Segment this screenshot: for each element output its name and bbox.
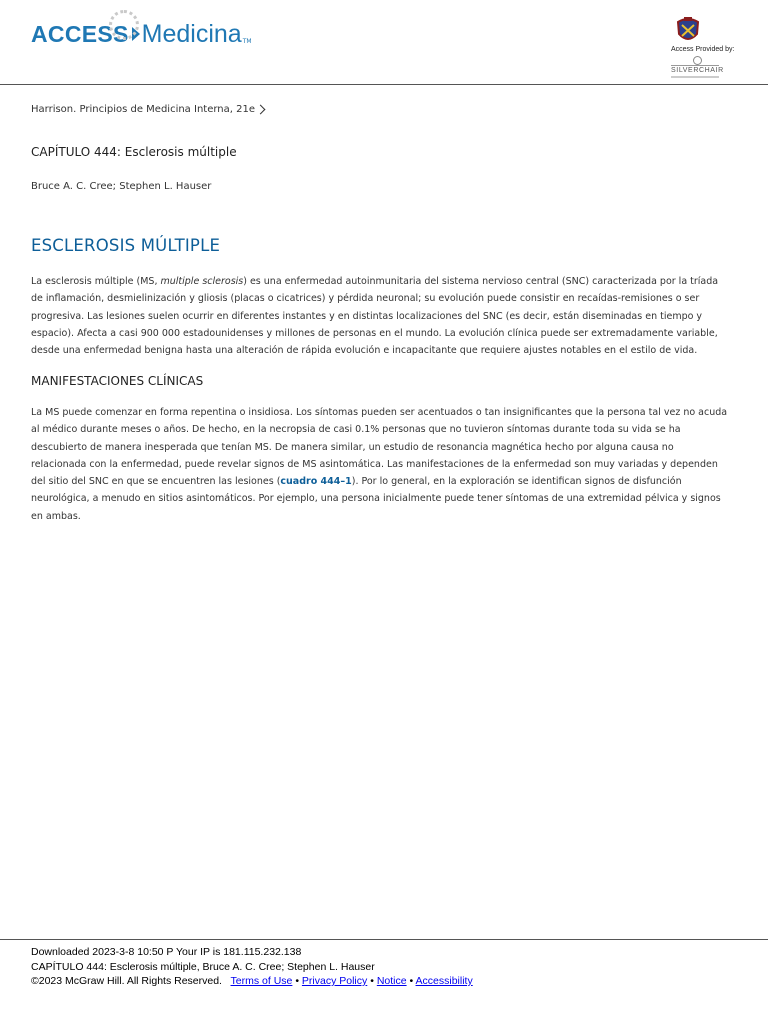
separator: •	[370, 975, 374, 987]
accessibility-link[interactable]: Accessibility	[415, 975, 473, 987]
crest-icon	[675, 16, 701, 44]
access-provided-by-label: Access Provided by:	[671, 46, 735, 53]
authors: Bruce A. C. Cree; Stephen L. Hauser	[31, 181, 212, 192]
breadcrumb-book-title[interactable]: Harrison. Principios de Medicina Interna, 21e	[31, 104, 255, 115]
privacy-policy-link[interactable]: Privacy Policy	[301, 975, 368, 987]
divider	[671, 76, 719, 78]
divider	[671, 65, 719, 66]
footer-citation: CAPÍTULO 444: Esclerosis múltiple, Bruce A. C. Cree; Stephen L. Hauser	[31, 960, 375, 973]
provider-name: SILVERCHAIR	[671, 67, 724, 74]
cuadro-link[interactable]: cuadro 444–1	[280, 476, 352, 488]
page-footer	[0, 939, 768, 987]
notice-link[interactable]: Notice	[376, 975, 407, 987]
section-heading-esclerosis: ESCLEROSIS MÚLTIPLE	[31, 236, 221, 255]
logo-access-text: ACCESS	[31, 20, 129, 47]
paragraph-manifestaciones: La MS puede comenzar en forma repentina o insidiosa. Los síntomas pueden ser acentuados o tan insignificantes que la persona tal vez no acuda al médico durante meses o años. De hecho, en la necropsia de casi 0.1% personas que no tuvieron síntomas durante toda su vida se ha descubierto de manera inesperada que tenían MS. De manera similar, un estudio de resonancia magnética hecho por alguna causa no relacionada con la enfermedad, puede revelar signos de MS asintomática. Las manifestaciones de la enfermedad son muy variadas y dependen del sitio del SNC en que se encuentren las lesiones (cuadro 444–1). Por lo general, en la exploración se identifican signos de disfunción neurológica, a menudo en sitios asintomáticos. Por ejemplo, una persona inicialmente puede tener síntomas de una extremidad pélvica y signos en ambas.	[31, 407, 728, 522]
chapter-title: CAPÍTULO 444: Esclerosis múltiple	[31, 145, 237, 159]
breadcrumb[interactable]	[31, 104, 264, 115]
logo-trademark: TM	[242, 37, 252, 45]
download-info: Downloaded 2023-3-8 10:50 P Your IP is 181.115.232.138	[31, 946, 302, 958]
provider-block	[668, 16, 742, 80]
access-medicina-logo[interactable]	[31, 14, 252, 54]
copyright: ©2023 McGraw Hill. All Rights Reserved.	[31, 975, 222, 987]
footer-links-row	[31, 974, 473, 989]
silverchair-icon	[693, 56, 702, 65]
terms-of-use-link[interactable]: Terms of Use	[230, 975, 293, 987]
separator: •	[409, 975, 414, 987]
page-header	[0, 0, 768, 85]
separator: •	[295, 975, 299, 987]
logo-medicina-text: Medicina	[141, 19, 242, 48]
chevron-right-icon	[256, 105, 266, 115]
italic-term: multiple sclerosis	[160, 276, 244, 287]
section-heading-manifestaciones: MANIFESTACIONES CLÍNICAS	[31, 374, 204, 388]
gear-icon	[109, 10, 139, 40]
paragraph-intro: La esclerosis múltiple (MS, multiple sclerosis) es una enfermedad autoinmunitaria del sistema nervioso central (SNC) caracterizada por la tríada de inflamación, desmielinización y gliosis (placas o cicatrices) y pérdida neuronal; su evolución puede consistir en recaídas-remisiones o ser progresiva. Las lesiones suelen ocurrir en diferentes instantes y en distintas localizaciones del SNC (es decir, están diseminadas en tiempo y espacio). Afecta a casi 900 000 estadounidenses y millones de personas en el mundo. La evolución clínica puede ser extremadamente variable, desde una enfermedad benigna hasta una alteración de rápida evolución e incapacitante que requiere ajustes notables en el estilo de vida.	[31, 276, 719, 357]
